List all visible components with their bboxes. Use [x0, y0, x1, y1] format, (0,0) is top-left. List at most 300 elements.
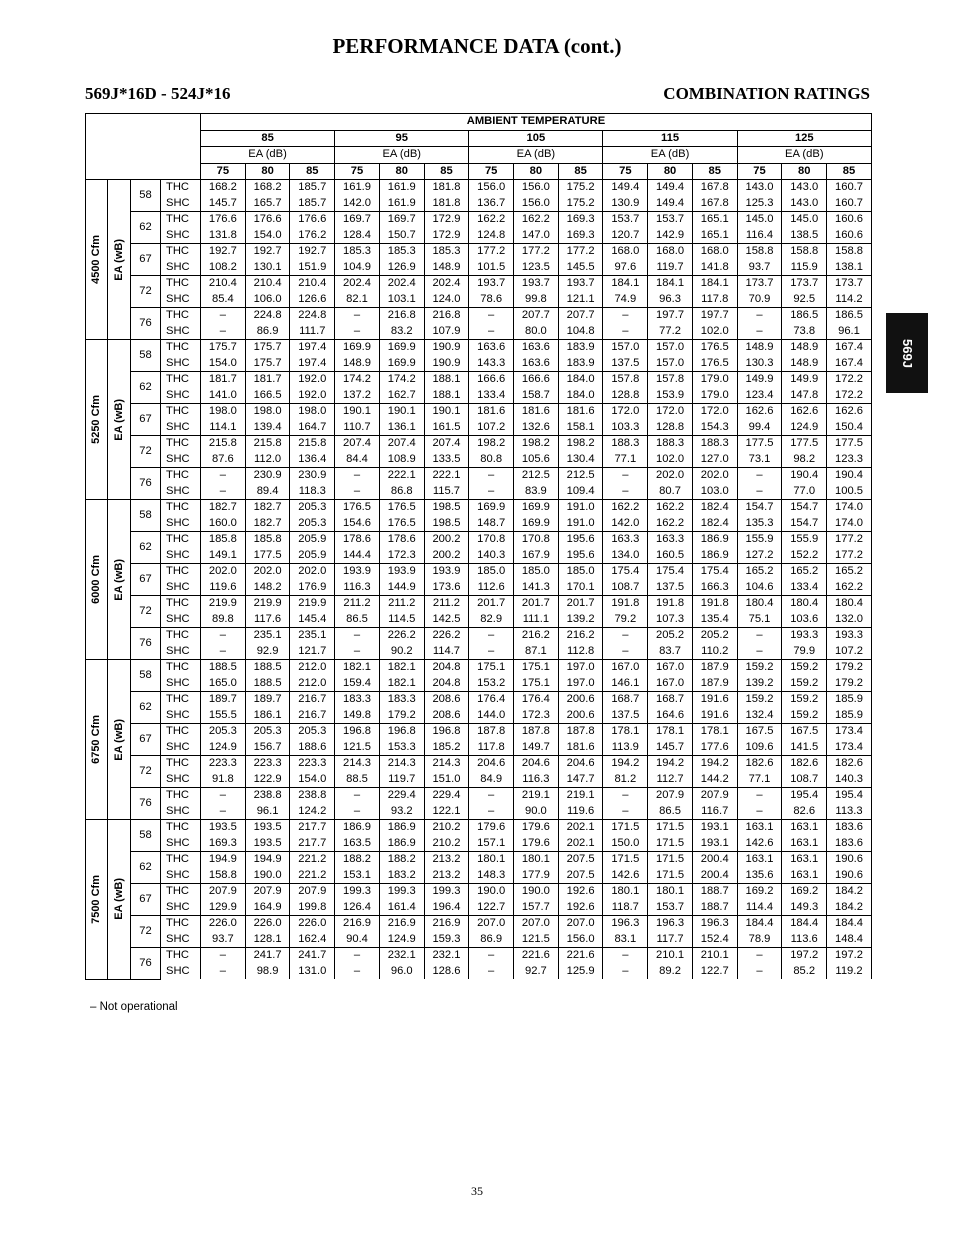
table-row [86, 276, 872, 292]
shc-value: 122.7 [692, 964, 737, 980]
shc-value: 113.3 [827, 804, 872, 820]
shc-value: 137.5 [603, 356, 648, 372]
thc-value: 210.1 [648, 948, 693, 964]
thc-value: 207.7 [514, 308, 559, 324]
thc-value: 176.5 [379, 500, 424, 516]
shc-label: SHC [161, 420, 201, 436]
shc-label: SHC [161, 836, 201, 852]
thc-value: 215.8 [201, 436, 246, 452]
shc-value: 88.5 [335, 772, 380, 788]
shc-value: 86.9 [245, 324, 290, 340]
thc-value: 211.2 [335, 596, 380, 612]
shc-value: 122.9 [245, 772, 290, 788]
thc-value: 184.1 [648, 276, 693, 292]
shc-value: 143.0 [782, 196, 827, 212]
thc-value: 212.5 [558, 468, 603, 484]
shc-value: 126.6 [290, 292, 335, 308]
thc-value: 226.2 [424, 628, 469, 644]
thc-value: 153.7 [648, 212, 693, 228]
thc-label: THC [161, 340, 201, 356]
shc-value: – [737, 804, 782, 820]
thc-value: 173.4 [827, 724, 872, 740]
shc-value: 157.0 [648, 356, 693, 372]
thc-value: 207.9 [692, 788, 737, 804]
thc-value: 199.3 [379, 884, 424, 900]
shc-label: SHC [161, 228, 201, 244]
thc-value: 205.3 [201, 724, 246, 740]
shc-value: 186.1 [245, 708, 290, 724]
wb-value: 67 [131, 244, 161, 276]
thc-value: 182.6 [782, 756, 827, 772]
shc-value: 157.7 [514, 900, 559, 916]
thc-value: – [201, 948, 246, 964]
thc-value: 185.0 [558, 564, 603, 580]
shc-value: 177.6 [692, 740, 737, 756]
thc-value: 175.7 [201, 340, 246, 356]
thc-value: 168.7 [603, 692, 648, 708]
thc-value: 173.7 [737, 276, 782, 292]
shc-value: 199.8 [290, 900, 335, 916]
shc-value: 130.3 [737, 356, 782, 372]
shc-value: 145.4 [290, 612, 335, 628]
shc-value: 188.7 [692, 900, 737, 916]
thc-value: 178.6 [379, 532, 424, 548]
thc-value: 232.1 [379, 948, 424, 964]
thc-value: 216.9 [335, 916, 380, 932]
table-row [86, 340, 872, 356]
shc-value: 147.8 [782, 388, 827, 404]
thc-value: 180.1 [514, 852, 559, 868]
ea-db-label-row [86, 147, 872, 164]
thc-value: 175.1 [514, 660, 559, 676]
thc-value: 190.6 [827, 852, 872, 868]
thc-value: 196.3 [648, 916, 693, 932]
thc-value: – [737, 468, 782, 484]
shc-value: 128.6 [424, 964, 469, 980]
thc-value: 175.2 [558, 180, 603, 196]
thc-value: 193.3 [827, 628, 872, 644]
shc-value: 141.0 [201, 388, 246, 404]
table-row [86, 660, 872, 676]
shc-value: 179.2 [379, 708, 424, 724]
thc-value: 184.4 [737, 916, 782, 932]
wb-value: 72 [131, 596, 161, 628]
shc-value: 217.7 [290, 836, 335, 852]
thc-value: 226.0 [245, 916, 290, 932]
shc-value: 191.0 [558, 516, 603, 532]
shc-value: 163.6 [514, 356, 559, 372]
thc-value: 176.6 [290, 212, 335, 228]
shc-value: 146.1 [603, 676, 648, 692]
shc-value: 90.2 [379, 644, 424, 660]
shc-value: 200.4 [692, 868, 737, 884]
thc-value: 169.9 [469, 500, 514, 516]
shc-value: 181.8 [424, 196, 469, 212]
thc-value: 172.0 [603, 404, 648, 420]
ea-db-value: 85 [692, 163, 737, 180]
shc-value: 128.8 [603, 388, 648, 404]
thc-value: 194.2 [648, 756, 693, 772]
ambient-temps-row [86, 130, 872, 147]
shc-value: 116.4 [737, 228, 782, 244]
shc-value: 132.0 [827, 612, 872, 628]
table-row [86, 404, 872, 420]
shc-value: 193.1 [692, 836, 737, 852]
shc-value: 165.0 [201, 676, 246, 692]
wb-value: 76 [131, 628, 161, 660]
thc-value: 193.7 [514, 276, 559, 292]
thc-label: THC [161, 820, 201, 836]
thc-value: 178.6 [335, 532, 380, 548]
shc-value: 119.6 [558, 804, 603, 820]
shc-value: 153.3 [379, 740, 424, 756]
cfm-label: 6000 Cfm [90, 555, 102, 604]
thc-value: 173.7 [782, 276, 827, 292]
ea-db-label: EA (dB) [603, 147, 737, 164]
shc-value: 85.2 [782, 964, 827, 980]
ea-db-value: 75 [603, 163, 648, 180]
shc-value: 148.3 [469, 868, 514, 884]
thc-value: 197.7 [692, 308, 737, 324]
shc-value: 148.9 [424, 260, 469, 276]
thc-value: 219.9 [201, 596, 246, 612]
shc-value: 184.0 [558, 388, 603, 404]
table-row [86, 196, 872, 212]
shc-value: 183.2 [379, 868, 424, 884]
shc-label: SHC [161, 868, 201, 884]
ambient-temp-115: 115 [603, 130, 737, 147]
shc-value: 183.6 [827, 836, 872, 852]
thc-value: 165.2 [737, 564, 782, 580]
thc-value: 193.1 [692, 820, 737, 836]
shc-value: 212.0 [290, 676, 335, 692]
thc-value: 158.8 [782, 244, 827, 260]
shc-value: 114.4 [737, 900, 782, 916]
shc-label: SHC [161, 452, 201, 468]
thc-value: 194.2 [692, 756, 737, 772]
wb-value: 62 [131, 852, 161, 884]
table-row [86, 948, 872, 964]
shc-value: – [469, 804, 514, 820]
thc-value: 170.8 [514, 532, 559, 548]
thc-value: 191.8 [603, 596, 648, 612]
wb-value: 76 [131, 788, 161, 820]
table-row [86, 724, 872, 740]
thc-value: 182.7 [245, 500, 290, 516]
shc-value: 145.7 [201, 196, 246, 212]
thc-value: 207.9 [201, 884, 246, 900]
thc-value: 177.2 [827, 532, 872, 548]
thc-value: – [335, 948, 380, 964]
shc-value: 90.4 [335, 932, 380, 948]
shc-value: 89.8 [201, 612, 246, 628]
thc-value: 199.3 [424, 884, 469, 900]
thc-value: 186.5 [782, 308, 827, 324]
shc-value: 144.4 [335, 548, 380, 564]
thc-value: 176.6 [201, 212, 246, 228]
thc-value: 198.5 [424, 500, 469, 516]
thc-value: 165.2 [827, 564, 872, 580]
shc-value: 142.5 [424, 612, 469, 628]
thc-value: 207.9 [290, 884, 335, 900]
shc-value: 166.5 [245, 388, 290, 404]
shc-value: 187.9 [692, 676, 737, 692]
thc-value: 214.3 [379, 756, 424, 772]
shc-value: 104.8 [558, 324, 603, 340]
shc-value: 119.2 [827, 964, 872, 980]
shc-value: 142.6 [603, 868, 648, 884]
shc-value: 109.4 [558, 484, 603, 500]
shc-value: 105.6 [514, 452, 559, 468]
thc-value: 167.0 [648, 660, 693, 676]
shc-value: 162.2 [648, 516, 693, 532]
shc-value: 130.1 [245, 260, 290, 276]
thc-value: 207.0 [469, 916, 514, 932]
shc-value: 80.0 [514, 324, 559, 340]
shc-value: 152.4 [692, 932, 737, 948]
shc-value: 133.5 [424, 452, 469, 468]
thc-value: 192.7 [245, 244, 290, 260]
thc-value: 221.6 [514, 948, 559, 964]
thc-label: THC [161, 660, 201, 676]
shc-value: 86.8 [379, 484, 424, 500]
cfm-label-cell [86, 500, 108, 660]
cfm-label-cell [86, 820, 108, 980]
thc-value: 216.9 [424, 916, 469, 932]
thc-label: THC [161, 596, 201, 612]
shc-value: 78.6 [469, 292, 514, 308]
thc-value: 162.2 [648, 500, 693, 516]
table-row [86, 676, 872, 692]
shc-value: 149.1 [201, 548, 246, 564]
thc-value: 204.6 [558, 756, 603, 772]
thc-value: 180.1 [603, 884, 648, 900]
thc-value: 190.1 [379, 404, 424, 420]
thc-value: 193.7 [558, 276, 603, 292]
thc-value: 169.2 [737, 884, 782, 900]
shc-value: 172.3 [514, 708, 559, 724]
thc-value: 196.3 [692, 916, 737, 932]
shc-value: 197.4 [290, 356, 335, 372]
shc-value: 130.9 [603, 196, 648, 212]
thc-value: 169.9 [379, 340, 424, 356]
thc-value: 195.4 [782, 788, 827, 804]
shc-value: 142.0 [603, 516, 648, 532]
thc-value: 202.4 [424, 276, 469, 292]
shc-value: 123.3 [827, 452, 872, 468]
thc-value: 169.9 [514, 500, 559, 516]
thc-label: THC [161, 212, 201, 228]
thc-value: 221.2 [290, 852, 335, 868]
thc-value: 176.5 [692, 340, 737, 356]
thc-value: 174.2 [379, 372, 424, 388]
shc-value: 85.4 [201, 292, 246, 308]
shc-value: 176.2 [290, 228, 335, 244]
shc-value: – [737, 324, 782, 340]
ea-wb-label: EA (wB) [112, 718, 125, 761]
shc-value: 169.9 [514, 516, 559, 532]
thc-value: 145.0 [737, 212, 782, 228]
thc-value: 195.6 [558, 532, 603, 548]
shc-value: 198.5 [424, 516, 469, 532]
table-row [86, 692, 872, 708]
thc-value: 235.1 [245, 628, 290, 644]
thc-value: 155.9 [782, 532, 827, 548]
thc-label: THC [161, 436, 201, 452]
shc-value: 158.7 [514, 388, 559, 404]
thc-value: 229.4 [379, 788, 424, 804]
thc-value: – [201, 468, 246, 484]
shc-value: – [469, 644, 514, 660]
thc-value: 202.0 [692, 468, 737, 484]
shc-value: 118.3 [290, 484, 335, 500]
ea-db-label: EA (dB) [469, 147, 603, 164]
shc-value: 185.7 [290, 196, 335, 212]
thc-value: 205.9 [290, 532, 335, 548]
thc-value: 149.9 [737, 372, 782, 388]
shc-value: – [201, 484, 246, 500]
thc-value: 207.7 [558, 308, 603, 324]
thc-value: 143.0 [782, 180, 827, 196]
thc-value: – [335, 628, 380, 644]
shc-value: 207.5 [558, 868, 603, 884]
table-row [86, 756, 872, 772]
shc-value: 182.1 [379, 676, 424, 692]
shc-value: – [603, 644, 648, 660]
shc-value: 139.2 [737, 676, 782, 692]
thc-value: 171.5 [648, 820, 693, 836]
thc-value: 182.7 [201, 500, 246, 516]
thc-value: 193.5 [245, 820, 290, 836]
shc-value: 103.1 [379, 292, 424, 308]
shc-value: 92.5 [782, 292, 827, 308]
shc-value: 112.8 [558, 644, 603, 660]
ea-db-values-row [86, 163, 872, 180]
shc-value: 96.0 [379, 964, 424, 980]
shc-value: 205.3 [290, 516, 335, 532]
thc-value: – [737, 948, 782, 964]
shc-value: – [201, 324, 246, 340]
shc-value: 137.5 [603, 708, 648, 724]
table-row [86, 740, 872, 756]
shc-value: 150.7 [379, 228, 424, 244]
thc-value: 211.2 [379, 596, 424, 612]
thc-value: 192.0 [290, 372, 335, 388]
shc-value: 140.3 [827, 772, 872, 788]
thc-value: 183.3 [379, 692, 424, 708]
shc-value: 108.2 [201, 260, 246, 276]
shc-value: 83.7 [648, 644, 693, 660]
shc-value: – [737, 484, 782, 500]
thc-value: 183.9 [558, 340, 603, 356]
side-tab [886, 313, 928, 393]
table-row [86, 708, 872, 724]
thc-label: THC [161, 852, 201, 868]
thc-value: 168.0 [603, 244, 648, 260]
thc-value: 202.4 [379, 276, 424, 292]
shc-value: 81.2 [603, 772, 648, 788]
shc-label: SHC [161, 580, 201, 596]
shc-value: 90.0 [514, 804, 559, 820]
thc-value: 205.3 [290, 500, 335, 516]
thc-value: 153.7 [603, 212, 648, 228]
shc-value: 177.9 [514, 868, 559, 884]
shc-value: 89.2 [648, 964, 693, 980]
thc-value: 182.1 [335, 660, 380, 676]
shc-value: 124.2 [290, 804, 335, 820]
shc-value: 185.2 [424, 740, 469, 756]
thc-value: 207.0 [558, 916, 603, 932]
thc-value: 179.6 [469, 820, 514, 836]
shc-value: 116.3 [514, 772, 559, 788]
table-row [86, 884, 872, 900]
ambient-temp-105: 105 [469, 130, 603, 147]
thc-value: 238.8 [290, 788, 335, 804]
shc-value: 143.3 [469, 356, 514, 372]
ambient-header-row [86, 114, 872, 131]
thc-value: 217.7 [290, 820, 335, 836]
shc-value: 136.1 [379, 420, 424, 436]
shc-value: 84.9 [469, 772, 514, 788]
thc-value: 196.3 [603, 916, 648, 932]
shc-value: 111.1 [514, 612, 559, 628]
shc-value: 138.5 [782, 228, 827, 244]
ambient-temp-85: 85 [201, 130, 335, 147]
thc-value: 165.1 [692, 212, 737, 228]
thc-value: 202.0 [245, 564, 290, 580]
thc-value: 160.6 [827, 212, 872, 228]
shc-value: 159.4 [335, 676, 380, 692]
table-row [86, 868, 872, 884]
shc-label: SHC [161, 708, 201, 724]
shc-value: – [335, 964, 380, 980]
thc-value: 208.6 [424, 692, 469, 708]
thc-value: 156.0 [514, 180, 559, 196]
thc-value: 191.0 [558, 500, 603, 516]
shc-value: 98.2 [782, 452, 827, 468]
thc-value: 187.8 [469, 724, 514, 740]
shc-value: 167.8 [692, 196, 737, 212]
shc-value: 162.4 [290, 932, 335, 948]
ea-db-value: 85 [290, 163, 335, 180]
thc-value: 172.0 [648, 404, 693, 420]
shc-value: 154.3 [692, 420, 737, 436]
shc-value: 89.4 [245, 484, 290, 500]
thc-value: 185.0 [469, 564, 514, 580]
thc-label: THC [161, 276, 201, 292]
shc-value: 123.5 [514, 260, 559, 276]
shc-value: 121.5 [335, 740, 380, 756]
thc-value: – [603, 948, 648, 964]
shc-value: 142.9 [648, 228, 693, 244]
shc-value: 141.3 [514, 580, 559, 596]
shc-value: 113.6 [782, 932, 827, 948]
thc-value: 183.6 [827, 820, 872, 836]
thc-value: 216.2 [558, 628, 603, 644]
thc-value: 162.6 [782, 404, 827, 420]
shc-value: 208.6 [424, 708, 469, 724]
thc-value: 194.2 [603, 756, 648, 772]
shc-label: SHC [161, 516, 201, 532]
shc-value: 190.6 [827, 868, 872, 884]
ea-db-value: 80 [245, 163, 290, 180]
shc-value: 115.9 [782, 260, 827, 276]
thc-value: 163.6 [469, 340, 514, 356]
shc-value: 103.0 [692, 484, 737, 500]
shc-value: 112.7 [648, 772, 693, 788]
table-row [86, 820, 872, 836]
thc-value: 167.0 [603, 660, 648, 676]
